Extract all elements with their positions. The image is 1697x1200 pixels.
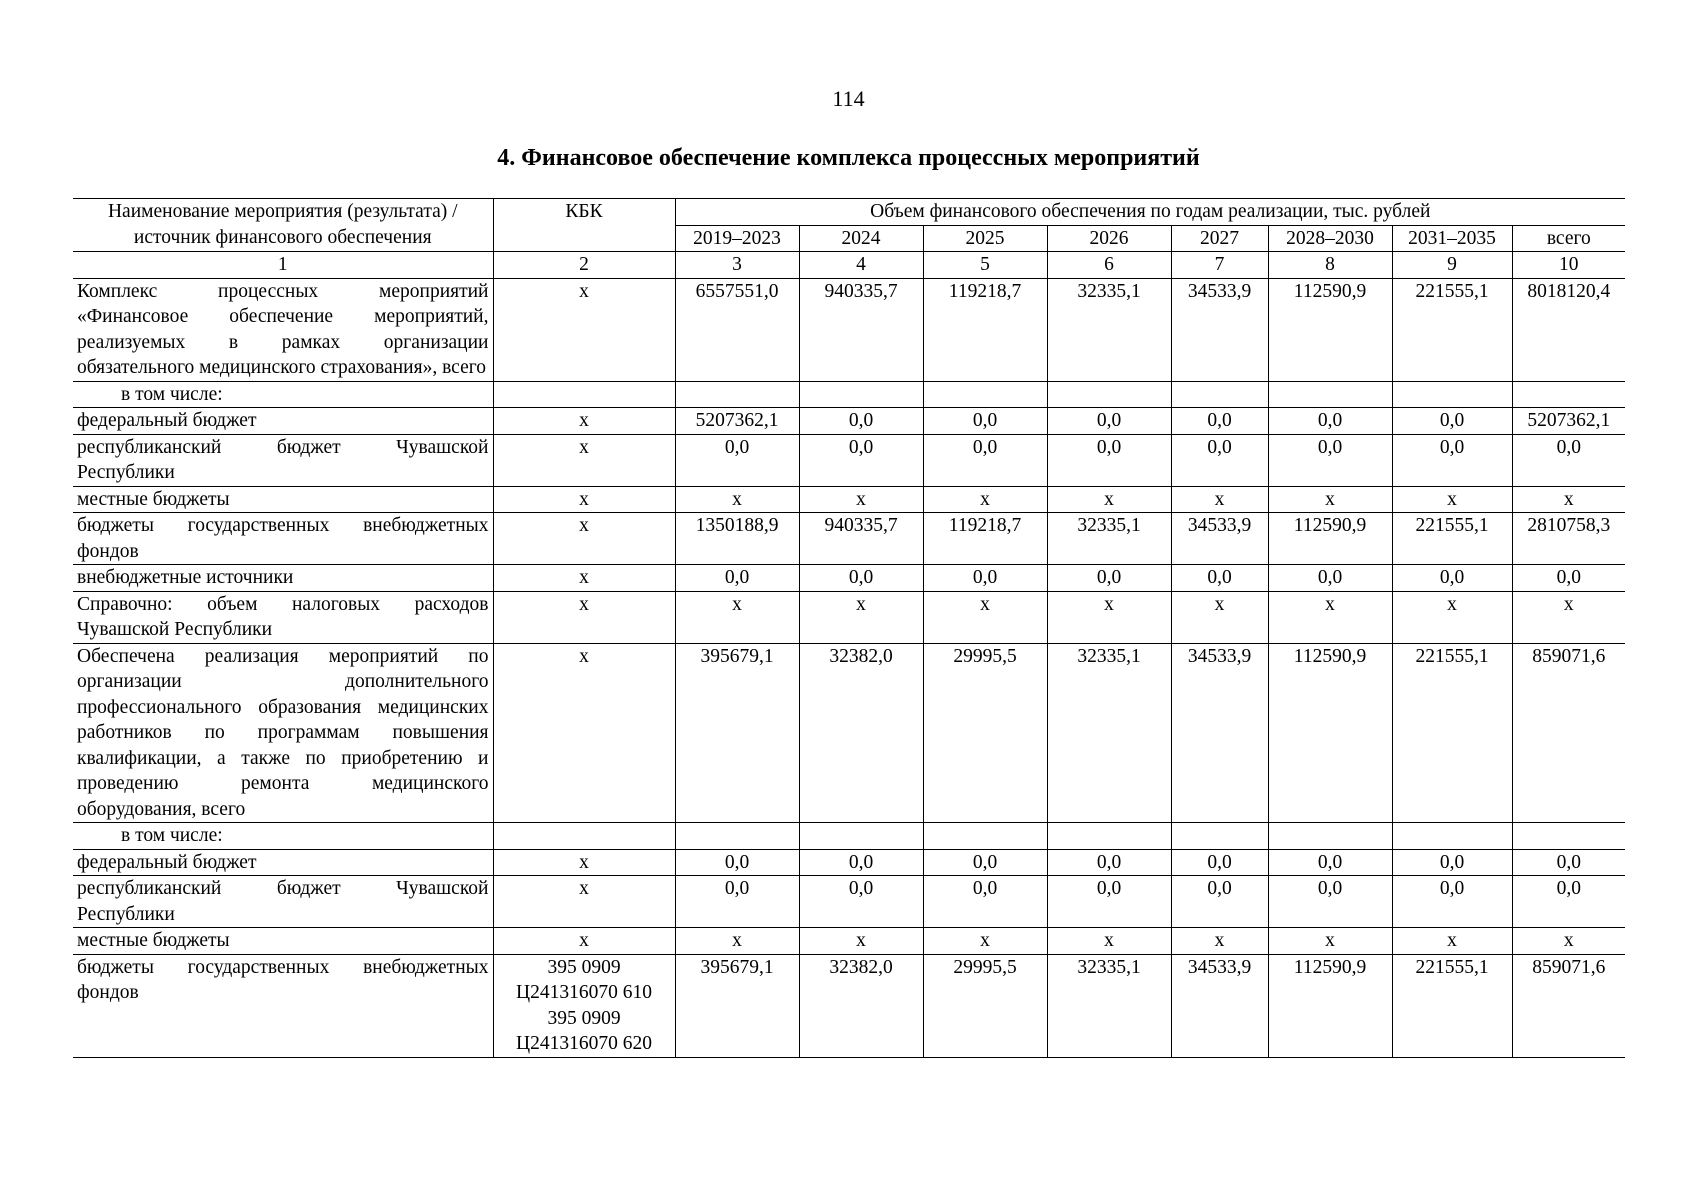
value-cell [675, 381, 799, 408]
kbk-cell [493, 823, 675, 850]
value-cell: 1350188,9 [675, 513, 799, 565]
value-cell: 221555,1 [1392, 513, 1512, 565]
value-cell: х [1512, 928, 1625, 955]
value-cell: 0,0 [1392, 876, 1512, 928]
value-cell: 119218,7 [923, 278, 1047, 381]
header-name-cell: Наименование мероприятия (результата) / источник финансового обеспечения [73, 199, 493, 252]
value-cell: 0,0 [799, 408, 923, 435]
row-name-cell: Обеспечена реализация мероприятий по организации дополнительного профессионального образования медицинских работников по программам повышения квалификации, а также по приобретению и проведению ремонта медицинского оборудования, всего [73, 643, 493, 823]
value-cell: х [1047, 591, 1171, 643]
value-cell: 0,0 [1392, 408, 1512, 435]
value-cell: 32335,1 [1047, 643, 1171, 823]
header-year-cell: 2031–2035 [1392, 225, 1512, 252]
kbk-cell [493, 381, 675, 408]
value-cell: 0,0 [923, 565, 1047, 592]
value-cell [1047, 823, 1171, 850]
value-cell: 112590,9 [1268, 954, 1392, 1057]
value-cell: 0,0 [1171, 876, 1268, 928]
value-cell: 0,0 [923, 876, 1047, 928]
value-cell: 112590,9 [1268, 513, 1392, 565]
value-cell: 32382,0 [799, 643, 923, 823]
header-year-cell: 2025 [923, 225, 1047, 252]
value-cell: 112590,9 [1268, 278, 1392, 381]
value-cell: х [1047, 928, 1171, 955]
row-name-cell: внебюджетные источники [73, 565, 493, 592]
value-cell: 32335,1 [1047, 513, 1171, 565]
table-row [73, 643, 1625, 823]
value-cell: 0,0 [1047, 565, 1171, 592]
value-cell [1171, 381, 1268, 408]
table-row [73, 823, 1625, 850]
value-cell: х [675, 928, 799, 955]
value-cell: 0,0 [799, 565, 923, 592]
header-year-cell: 2024 [799, 225, 923, 252]
value-cell: 0,0 [799, 876, 923, 928]
value-cell [1171, 823, 1268, 850]
table-row [73, 278, 1625, 381]
table-row [73, 565, 1625, 592]
value-cell: 34533,9 [1171, 954, 1268, 1057]
table-row [73, 486, 1625, 513]
value-cell: х [799, 928, 923, 955]
value-cell: 395679,1 [675, 954, 799, 1057]
value-cell [1392, 823, 1512, 850]
value-cell: х [1392, 486, 1512, 513]
value-cell [1392, 381, 1512, 408]
value-cell: 32382,0 [799, 954, 923, 1057]
value-cell [1047, 381, 1171, 408]
value-cell: 119218,7 [923, 513, 1047, 565]
value-cell: 8018120,4 [1512, 278, 1625, 381]
value-cell: 0,0 [1047, 434, 1171, 486]
value-cell [923, 381, 1047, 408]
value-cell: 221555,1 [1392, 954, 1512, 1057]
value-cell: 0,0 [1512, 434, 1625, 486]
row-name-cell: бюджеты государственных внебюджетных фондов [73, 513, 493, 565]
value-cell: х [923, 591, 1047, 643]
value-cell: 0,0 [1047, 849, 1171, 876]
column-numbers-row [73, 252, 1625, 279]
value-cell: 0,0 [675, 849, 799, 876]
value-cell: 0,0 [1171, 565, 1268, 592]
value-cell: х [799, 486, 923, 513]
kbk-cell: х [493, 486, 675, 513]
value-cell: 221555,1 [1392, 278, 1512, 381]
value-cell: 859071,6 [1512, 643, 1625, 823]
value-cell [1512, 381, 1625, 408]
value-cell: х [1512, 591, 1625, 643]
row-name-cell: республиканский бюджет Чувашской Республики [73, 434, 493, 486]
value-cell: 29995,5 [923, 643, 1047, 823]
kbk-cell: х [493, 876, 675, 928]
value-cell [1268, 381, 1392, 408]
row-name-cell: в том числе: [73, 381, 493, 408]
value-cell: 221555,1 [1392, 643, 1512, 823]
value-cell: 0,0 [1392, 565, 1512, 592]
value-cell: 0,0 [1512, 565, 1625, 592]
table-row [73, 381, 1625, 408]
header-year-cell: 2026 [1047, 225, 1171, 252]
value-cell: 940335,7 [799, 278, 923, 381]
value-cell: 0,0 [1512, 876, 1625, 928]
row-name-cell: местные бюджеты [73, 928, 493, 955]
kbk-cell: х [493, 565, 675, 592]
value-cell: х [1392, 591, 1512, 643]
value-cell: 0,0 [1268, 849, 1392, 876]
kbk-line: Ц241316070 620 [516, 1033, 652, 1054]
header-year-cell: 2019–2023 [675, 225, 799, 252]
value-cell: 0,0 [1171, 408, 1268, 435]
value-cell: х [1268, 486, 1392, 513]
value-cell: 940335,7 [799, 513, 923, 565]
table-row [73, 513, 1625, 565]
table-row [73, 849, 1625, 876]
kbk-line: Ц241316070 610 [516, 982, 652, 1003]
value-cell: х [1171, 591, 1268, 643]
kbk-line: 395 0909 [547, 956, 621, 978]
header-year-cell: 2028–2030 [1268, 225, 1392, 252]
value-cell: 2810758,3 [1512, 513, 1625, 565]
column-number-cell: 1 [73, 252, 493, 279]
value-cell: х [1171, 928, 1268, 955]
row-name-cell: республиканский бюджет Чувашской Республики [73, 876, 493, 928]
value-cell: 0,0 [799, 434, 923, 486]
value-cell: 34533,9 [1171, 513, 1268, 565]
value-cell: 0,0 [1268, 408, 1392, 435]
value-cell: 395679,1 [675, 643, 799, 823]
value-cell: 34533,9 [1171, 278, 1268, 381]
table-row [73, 408, 1625, 435]
table-row [73, 876, 1625, 928]
value-cell: х [923, 928, 1047, 955]
kbk-cell: х [493, 849, 675, 876]
value-cell: х [799, 591, 923, 643]
value-cell: 0,0 [1171, 849, 1268, 876]
table-row [73, 928, 1625, 955]
column-number-cell: 9 [1392, 252, 1512, 279]
value-cell: х [1047, 486, 1171, 513]
table-row [73, 591, 1625, 643]
value-cell: 0,0 [923, 408, 1047, 435]
kbk-cell: х [493, 408, 675, 435]
value-cell: 0,0 [1268, 565, 1392, 592]
column-number-cell: 4 [799, 252, 923, 279]
value-cell: 0,0 [923, 434, 1047, 486]
kbk-cell: х [493, 591, 675, 643]
value-cell: 5207362,1 [1512, 408, 1625, 435]
column-number-cell: 2 [493, 252, 675, 279]
value-cell: 32335,1 [1047, 278, 1171, 381]
value-cell [799, 823, 923, 850]
kbk-cell: х [493, 928, 675, 955]
row-name-cell: бюджеты государственных внебюджетных фондов [73, 954, 493, 1057]
value-cell: 0,0 [1392, 434, 1512, 486]
value-cell [923, 823, 1047, 850]
row-name-cell: в том числе: [73, 823, 493, 850]
header-year-cell: 2027 [1171, 225, 1268, 252]
value-cell: 0,0 [675, 434, 799, 486]
table-row [73, 954, 1625, 1057]
value-cell: 0,0 [923, 849, 1047, 876]
value-cell: 5207362,1 [675, 408, 799, 435]
header-kbk-cell: КБК [493, 199, 675, 252]
header-volume-cell: Объем финансового обеспечения по годам реализации, тыс. рублей [675, 199, 1625, 226]
row-name-cell: Справочно: объем налоговых расходов Чувашской Республики [73, 591, 493, 643]
column-number-cell: 7 [1171, 252, 1268, 279]
financing-table [73, 198, 1625, 1058]
value-cell: 0,0 [675, 876, 799, 928]
column-number-cell: 6 [1047, 252, 1171, 279]
value-cell: х [1268, 928, 1392, 955]
kbk-cell [493, 954, 675, 1057]
column-number-cell: 10 [1512, 252, 1625, 279]
row-name-cell: федеральный бюджет [73, 849, 493, 876]
value-cell: 0,0 [675, 565, 799, 592]
value-cell: х [923, 486, 1047, 513]
value-cell [1512, 823, 1625, 850]
value-cell: 0,0 [1268, 434, 1392, 486]
value-cell: 0,0 [1392, 849, 1512, 876]
value-cell: 0,0 [1268, 876, 1392, 928]
value-cell: х [1512, 486, 1625, 513]
header-year-cell: всего [1512, 225, 1625, 252]
kbk-line: 395 0909 [547, 1007, 621, 1029]
column-number-cell: 3 [675, 252, 799, 279]
page-number: 114 [832, 86, 865, 111]
column-number-cell: 8 [1268, 252, 1392, 279]
row-name-cell: Комплекс процессных мероприятий «Финансовое обеспечение мероприятий, реализуемых в рамках организации обязательного медицинского страхования», всего [73, 278, 493, 381]
header-row [73, 199, 1625, 226]
value-cell: 6557551,0 [675, 278, 799, 381]
column-number-cell: 5 [923, 252, 1047, 279]
kbk-cell: х [493, 434, 675, 486]
kbk-cell: х [493, 513, 675, 565]
value-cell: 0,0 [1047, 408, 1171, 435]
row-name-cell: местные бюджеты [73, 486, 493, 513]
value-cell: 34533,9 [1171, 643, 1268, 823]
value-cell: 112590,9 [1268, 643, 1392, 823]
row-name-cell: федеральный бюджет [73, 408, 493, 435]
value-cell: х [675, 591, 799, 643]
value-cell [799, 381, 923, 408]
value-cell: 859071,6 [1512, 954, 1625, 1057]
value-cell: 0,0 [1047, 876, 1171, 928]
kbk-cell: х [493, 643, 675, 823]
kbk-cell: х [493, 278, 675, 381]
value-cell: х [1268, 591, 1392, 643]
page-title: 4. Финансовое обеспечение комплекса процессных мероприятий [497, 145, 1200, 171]
value-cell: 0,0 [1512, 849, 1625, 876]
table-row [73, 434, 1625, 486]
value-cell: 32335,1 [1047, 954, 1171, 1057]
value-cell [675, 823, 799, 850]
value-cell: 29995,5 [923, 954, 1047, 1057]
value-cell: х [1392, 928, 1512, 955]
value-cell: х [1171, 486, 1268, 513]
value-cell [1268, 823, 1392, 850]
value-cell: х [675, 486, 799, 513]
value-cell: 0,0 [1171, 434, 1268, 486]
value-cell: 0,0 [799, 849, 923, 876]
